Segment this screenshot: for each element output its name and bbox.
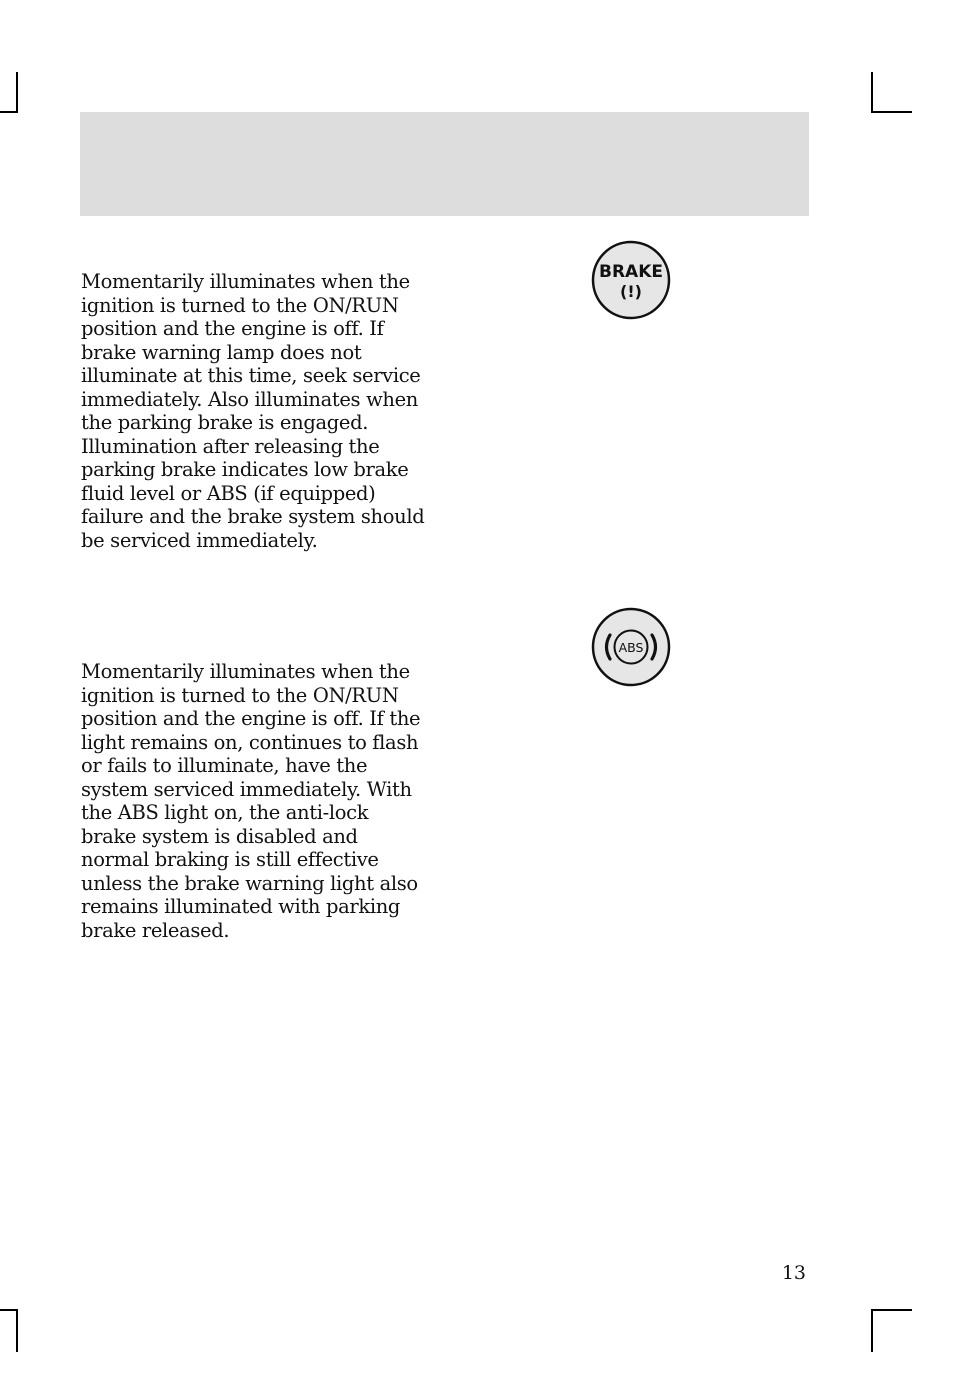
brake-warning-lamp-icon bbox=[591, 240, 671, 320]
crop-mark-top-left bbox=[0, 111, 18, 113]
abs-warning-description: Momentarily illuminates when the ignition is turned to the ON/RUN position and the engine is off. If the light remains on, continues to flash or fails to illuminate, have the system serviced immediately. With the ABS light on, the anti-lock brake system is disabled and normal braking is still effective unless the brake warning light also remains illuminated with parking brake released. bbox=[81, 660, 421, 942]
brake-lamp-label: BRAKE bbox=[599, 262, 663, 282]
brake-warning-description: Momentarily illuminates when the ignition is turned to the ON/RUN position and the engine is off. If brake warning lamp does not illuminate at this time, seek service immediately. Also illuminates when the parking brake is engaged. Illumination after releasing the parking brake indicates low brake fluid level or ABS (if equipped) failure and the brake system should be serviced immediately. bbox=[81, 270, 425, 552]
page-number: 13 bbox=[781, 1262, 806, 1284]
crop-mark-bottom-left bbox=[16, 1309, 18, 1352]
brake-lamp-symbol: (!) bbox=[620, 282, 642, 301]
abs-lamp-label: ABS bbox=[618, 640, 644, 655]
abs-warning-lamp-icon bbox=[591, 607, 671, 687]
crop-mark-top-left bbox=[16, 72, 18, 113]
crop-mark-top-right bbox=[871, 111, 912, 113]
header-band bbox=[80, 112, 809, 216]
crop-mark-bottom-right bbox=[871, 1309, 912, 1311]
crop-mark-top-right bbox=[871, 72, 873, 113]
crop-mark-bottom-right bbox=[871, 1309, 873, 1352]
